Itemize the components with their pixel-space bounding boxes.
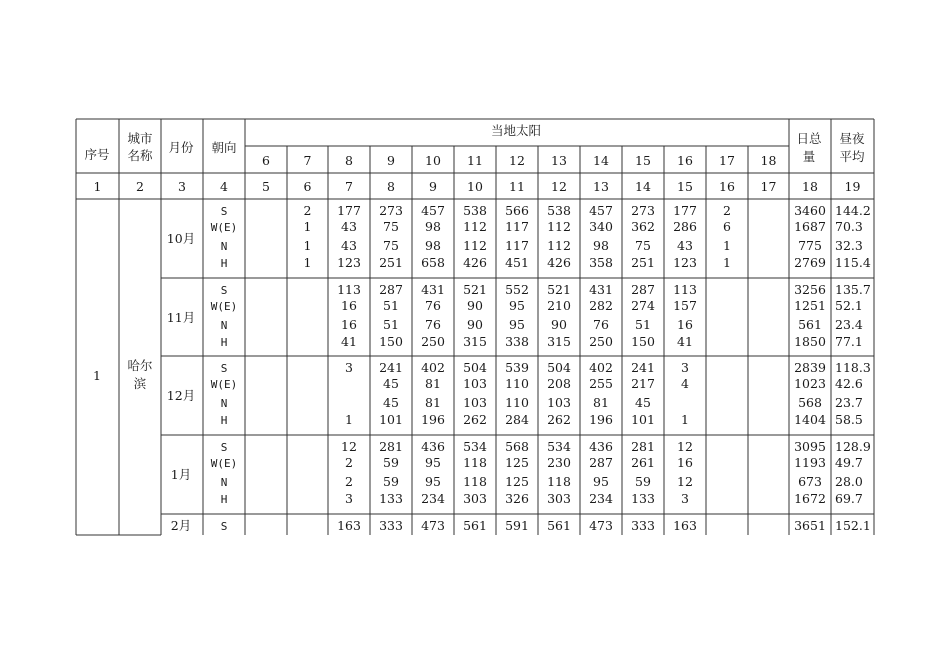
column-number-cell: 3: [178, 179, 186, 194]
hour-header-cell: 6: [262, 153, 270, 168]
header-daily-line2: 量: [802, 149, 816, 164]
value-cell: 75: [383, 219, 399, 234]
value-cell: 591: [505, 518, 529, 533]
orientation-cell: H: [220, 257, 228, 270]
average-cell: 70.3: [835, 219, 863, 234]
value-cell: 103: [547, 395, 571, 410]
value-cell: 658: [421, 255, 445, 270]
value-cell: 534: [463, 439, 487, 454]
value-cell: 287: [589, 455, 613, 470]
value-cell: 457: [421, 203, 445, 218]
value-cell: 426: [463, 255, 487, 270]
value-cell: 534: [547, 439, 571, 454]
value-cell: 75: [383, 238, 399, 253]
average-cell: 58.5: [835, 412, 863, 427]
value-cell: 110: [505, 395, 529, 410]
value-cell: 431: [589, 282, 613, 297]
orientation-cell: S: [220, 284, 228, 297]
value-cell: 426: [547, 255, 571, 270]
value-cell: 112: [463, 238, 487, 253]
value-cell: 436: [589, 439, 613, 454]
value-cell: 98: [425, 219, 441, 234]
value-cell: 303: [463, 491, 487, 506]
value-cell: 59: [635, 474, 651, 489]
value-cell: 473: [589, 518, 613, 533]
value-cell: 315: [463, 334, 487, 349]
value-cell: 333: [631, 518, 655, 533]
value-cell: 41: [677, 334, 693, 349]
value-cell: 230: [547, 455, 571, 470]
value-cell: 125: [505, 474, 529, 489]
average-cell: 115.4: [835, 255, 871, 270]
month-cell: 11月: [166, 310, 196, 325]
value-cell: 76: [593, 317, 609, 332]
value-cell: 110: [505, 376, 529, 391]
value-cell: 95: [425, 455, 441, 470]
column-number-cell: 18: [802, 179, 818, 194]
value-cell: 16: [677, 455, 693, 470]
column-number-cell: 1: [93, 179, 102, 194]
orientation-cell: N: [220, 476, 228, 489]
value-cell: 234: [421, 491, 445, 506]
value-cell: 117: [505, 219, 529, 234]
orientation-cell: H: [220, 414, 228, 427]
value-cell: 118: [463, 455, 487, 470]
value-cell: 163: [337, 518, 361, 533]
value-cell: 1: [303, 255, 312, 270]
column-number-cell: 6: [303, 179, 312, 194]
header-city-line2: 名称: [127, 148, 153, 163]
value-cell: 163: [673, 518, 697, 533]
value-cell: 3: [345, 491, 353, 506]
value-cell: 234: [589, 491, 613, 506]
value-cell: 3: [681, 360, 689, 375]
average-cell: 152.1: [835, 518, 871, 533]
value-cell: 41: [341, 334, 357, 349]
month-cell: 1月: [170, 467, 192, 482]
value-cell: 150: [631, 334, 655, 349]
value-cell: 561: [547, 518, 571, 533]
value-cell: 177: [337, 203, 361, 218]
daily-total-cell: 3651: [794, 518, 826, 533]
column-number-cell: 4: [220, 179, 228, 194]
value-cell: 16: [341, 317, 357, 332]
value-cell: 521: [463, 282, 487, 297]
value-cell: 90: [467, 298, 483, 313]
month-cell: 12月: [166, 388, 196, 403]
orientation-cell: N: [220, 319, 228, 332]
value-cell: 338: [505, 334, 529, 349]
hour-header-cell: 14: [593, 153, 609, 168]
average-cell: 69.7: [835, 491, 863, 506]
value-cell: 208: [547, 376, 571, 391]
value-cell: 457: [589, 203, 613, 218]
value-cell: 3: [345, 360, 353, 375]
value-cell: 76: [425, 317, 441, 332]
value-cell: 402: [421, 360, 445, 375]
value-cell: 12: [677, 474, 693, 489]
hour-header-cell: 8: [345, 153, 353, 168]
value-cell: 117: [505, 238, 529, 253]
value-cell: 261: [631, 455, 655, 470]
value-cell: 3: [681, 491, 689, 506]
daily-total-cell: 1687: [794, 219, 826, 234]
value-cell: 113: [337, 282, 361, 297]
value-cell: 133: [631, 491, 655, 506]
value-cell: 45: [383, 376, 399, 391]
hour-header-cell: 15: [635, 153, 651, 168]
daily-total-cell: 2769: [794, 255, 826, 270]
city-name-line2: 滨: [133, 376, 147, 391]
column-number-cell: 5: [262, 179, 270, 194]
value-cell: 451: [505, 255, 529, 270]
value-cell: 251: [631, 255, 655, 270]
daily-total-cell: 3256: [794, 282, 826, 297]
value-cell: 59: [383, 455, 399, 470]
daily-total-cell: 1193: [794, 455, 826, 470]
value-cell: 51: [383, 298, 399, 313]
average-cell: 118.3: [835, 360, 871, 375]
value-cell: 2: [723, 203, 731, 218]
value-cell: 103: [463, 376, 487, 391]
value-cell: 95: [593, 474, 609, 489]
column-number-cell: 12: [551, 179, 567, 194]
value-cell: 538: [463, 203, 487, 218]
hour-header-cell: 11: [467, 153, 483, 168]
value-cell: 12: [341, 439, 357, 454]
value-cell: 1: [345, 412, 353, 427]
value-cell: 95: [509, 298, 525, 313]
value-cell: 1: [723, 238, 731, 253]
average-cell: 144.2: [835, 203, 871, 218]
daily-total-cell: 1404: [794, 412, 826, 427]
column-number-cell: 17: [760, 179, 777, 194]
value-cell: 568: [505, 439, 529, 454]
column-number-cell: 8: [387, 179, 395, 194]
value-cell: 95: [509, 317, 525, 332]
value-cell: 273: [379, 203, 403, 218]
average-cell: 128.9: [835, 439, 871, 454]
value-cell: 358: [589, 255, 613, 270]
column-number-cell: 19: [844, 179, 861, 194]
value-cell: 262: [463, 412, 487, 427]
value-cell: 98: [425, 238, 441, 253]
value-cell: 196: [421, 412, 445, 427]
value-cell: 333: [379, 518, 403, 533]
daily-total-cell: 3460: [794, 203, 826, 218]
value-cell: 81: [425, 395, 441, 410]
value-cell: 210: [547, 298, 571, 313]
value-cell: 75: [635, 238, 651, 253]
average-cell: 23.7: [835, 395, 863, 410]
value-cell: 103: [463, 395, 487, 410]
hour-header-cell: 16: [677, 153, 693, 168]
value-cell: 123: [337, 255, 361, 270]
value-cell: 98: [593, 238, 609, 253]
orientation-cell: H: [220, 336, 228, 349]
column-number-cell: 11: [509, 179, 525, 194]
orientation-cell: N: [220, 397, 228, 410]
average-cell: 32.3: [835, 238, 863, 253]
value-cell: 45: [383, 395, 399, 410]
value-cell: 118: [547, 474, 571, 489]
table-body: [167, 203, 871, 533]
value-cell: 281: [631, 439, 655, 454]
value-cell: 402: [589, 360, 613, 375]
value-cell: 1: [303, 219, 312, 234]
value-cell: 250: [421, 334, 445, 349]
daily-total-cell: 775: [798, 238, 822, 253]
hour-header-cell: 10: [425, 153, 441, 168]
orientation-cell: S: [220, 520, 228, 533]
value-cell: 282: [589, 298, 613, 313]
value-cell: 81: [593, 395, 609, 410]
value-cell: 112: [547, 238, 571, 253]
value-cell: 274: [631, 298, 655, 313]
hour-header-cell: 13: [551, 153, 567, 168]
daily-total-cell: 568: [798, 395, 822, 410]
value-cell: 539: [505, 360, 529, 375]
value-cell: 504: [463, 360, 487, 375]
value-cell: 2: [345, 474, 353, 489]
seq-value: 1: [93, 368, 101, 383]
average-cell: 52.1: [835, 298, 863, 313]
hour-header-cell: 18: [760, 153, 777, 168]
hour-header-cell: 9: [387, 153, 395, 168]
value-cell: 45: [635, 395, 651, 410]
value-cell: 90: [551, 317, 567, 332]
daily-total-cell: 673: [798, 474, 822, 489]
orientation-cell: W(E): [210, 378, 238, 391]
value-cell: 436: [421, 439, 445, 454]
average-cell: 42.6: [835, 376, 863, 391]
value-cell: 521: [547, 282, 571, 297]
average-cell: 49.7: [835, 455, 863, 470]
value-cell: 43: [677, 238, 693, 253]
daily-total-cell: 561: [798, 317, 822, 332]
value-cell: 287: [631, 282, 655, 297]
orientation-cell: N: [220, 240, 228, 253]
value-cell: 241: [631, 360, 655, 375]
orientation-cell: S: [220, 362, 228, 375]
orientation-cell: W(E): [210, 221, 238, 234]
hour-header-cell: 17: [719, 153, 735, 168]
value-cell: 251: [379, 255, 403, 270]
column-number-cell: 10: [467, 179, 483, 194]
value-cell: 81: [425, 376, 441, 391]
average-cell: 23.4: [835, 317, 863, 332]
value-cell: 157: [673, 298, 697, 313]
orientation-cell: W(E): [210, 300, 238, 313]
value-cell: 241: [379, 360, 403, 375]
value-cell: 95: [425, 474, 441, 489]
value-cell: 112: [463, 219, 487, 234]
value-cell: 286: [673, 219, 697, 234]
value-cell: 90: [467, 317, 483, 332]
value-cell: 101: [379, 412, 403, 427]
orientation-cell: S: [220, 441, 228, 454]
value-cell: 566: [505, 203, 529, 218]
value-cell: 4: [681, 376, 689, 391]
value-cell: 217: [631, 376, 655, 391]
orientation-cell: W(E): [210, 457, 238, 470]
value-cell: 1: [723, 255, 731, 270]
daily-total-cell: 3095: [794, 439, 826, 454]
value-cell: 315: [547, 334, 571, 349]
average-cell: 28.0: [835, 474, 863, 489]
value-cell: 552: [505, 282, 529, 297]
daily-total-cell: 2839: [794, 360, 826, 375]
value-cell: 51: [635, 317, 651, 332]
value-cell: 113: [673, 282, 697, 297]
value-cell: 101: [631, 412, 655, 427]
value-cell: 262: [547, 412, 571, 427]
month-cell: 10月: [166, 231, 196, 246]
column-number-cell: 2: [136, 179, 144, 194]
value-cell: 16: [341, 298, 357, 313]
value-cell: 2: [345, 455, 353, 470]
column-number-cell: 9: [429, 179, 437, 194]
value-cell: 538: [547, 203, 571, 218]
daily-total-cell: 1672: [794, 491, 826, 506]
value-cell: 287: [379, 282, 403, 297]
value-cell: 51: [383, 317, 399, 332]
column-number-cell: 7: [345, 179, 353, 194]
value-cell: 43: [341, 238, 357, 253]
value-cell: 1: [681, 412, 689, 427]
value-cell: 196: [589, 412, 613, 427]
column-number-cell: 15: [677, 179, 693, 194]
column-number-cell: 14: [635, 179, 651, 194]
header-orientation: 朝向: [211, 140, 237, 155]
value-cell: 326: [505, 491, 529, 506]
value-cell: 284: [505, 412, 529, 427]
hour-header-cell: 12: [509, 153, 525, 168]
orientation-cell: H: [220, 493, 228, 506]
value-cell: 16: [677, 317, 693, 332]
value-cell: 118: [463, 474, 487, 489]
value-cell: 76: [425, 298, 441, 313]
value-cell: 473: [421, 518, 445, 533]
daily-total-cell: 1023: [794, 376, 826, 391]
value-cell: 59: [383, 474, 399, 489]
value-cell: 362: [631, 219, 655, 234]
value-cell: 112: [547, 219, 571, 234]
value-cell: 281: [379, 439, 403, 454]
value-cell: 125: [505, 455, 529, 470]
header-daily-line1: 日总: [796, 131, 822, 146]
value-cell: 1: [303, 238, 312, 253]
average-cell: 135.7: [835, 282, 871, 297]
value-cell: 303: [547, 491, 571, 506]
average-cell: 77.1: [835, 334, 863, 349]
hour-header-row: [262, 153, 776, 168]
value-cell: 431: [421, 282, 445, 297]
column-number-cell: 16: [719, 179, 735, 194]
header-month: 月份: [168, 140, 194, 155]
value-cell: 177: [673, 203, 697, 218]
daily-total-cell: 1251: [794, 298, 826, 313]
value-cell: 255: [589, 376, 613, 391]
value-cell: 6: [723, 219, 731, 234]
column-number-cell: 13: [593, 179, 609, 194]
header-average-line2: 平均: [839, 149, 865, 164]
header-average-line1: 昼夜: [839, 131, 865, 146]
value-cell: 150: [379, 334, 403, 349]
city-name-line1: 哈尔: [127, 358, 153, 373]
value-cell: 273: [631, 203, 655, 218]
value-cell: 504: [547, 360, 571, 375]
hour-header-cell: 7: [303, 153, 312, 168]
header-city-line1: 城市: [127, 131, 153, 146]
value-cell: 2: [303, 203, 312, 218]
header-solar-time: 当地太阳: [490, 123, 542, 138]
value-cell: 12: [677, 439, 693, 454]
orientation-cell: S: [220, 205, 228, 218]
value-cell: 561: [463, 518, 487, 533]
month-cell: 2月: [170, 518, 192, 533]
header-seq: 序号: [84, 147, 110, 162]
value-cell: 43: [341, 219, 357, 234]
value-cell: 133: [379, 491, 403, 506]
daily-total-cell: 1850: [794, 334, 826, 349]
value-cell: 340: [589, 219, 613, 234]
value-cell: 123: [673, 255, 697, 270]
value-cell: 250: [589, 334, 613, 349]
column-number-row: [94, 179, 861, 194]
